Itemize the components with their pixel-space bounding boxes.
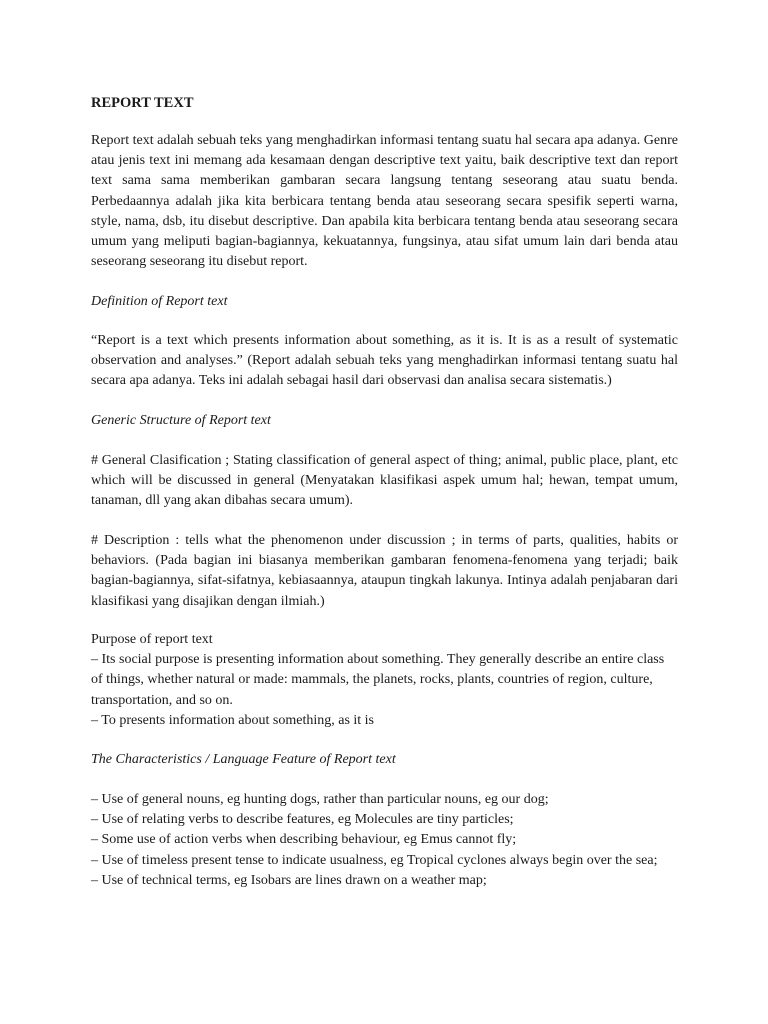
list-item: – Use of general nouns, eg hunting dogs, rather than particular nouns, eg our dog;	[91, 792, 549, 807]
list-item: – Use of technical terms, eg Isobars are lines drawn on a weather map;	[91, 872, 487, 888]
list-item: – Use of timeless present tense to indicate usualness, eg Tropical cyclones always begin over the sea;	[91, 852, 658, 868]
definition-heading: Definition of Report text	[91, 294, 228, 309]
description-paragraph: # Description : tells what the phenomenon under discussion ; in terms of parts, qualities, habits or behaviors. (Pada bagian ini biasanya memberikan gambaran fenomena-fenomena yang terjadi; baik bagian-bagiannya, sifat-sifatnya, kebiasaannya, ataupun tingkah lakunya. Intinya adalah penjabaran dari klasifikasi yang disajikan dengan ilmiah.)	[91, 533, 678, 609]
purpose-heading: Purpose of report text	[91, 632, 213, 647]
document-title: REPORT TEXT	[91, 95, 194, 111]
list-item: – Use of relating verbs to describe features, eg Molecules are tiny particles;	[91, 812, 514, 828]
intro-paragraph: Report text adalah sebuah teks yang menghadirkan informasi tentang suatu hal secara apa adanya. Genre atau jenis text ini memang ada kesamaan dengan descriptive text yaitu, baik descriptive text dan report text sama sama memberikan gambaran secara langsung tentang seseorang atau suatu benda. Perbedaannya adalah jika kita berbicara tentang benda atau seseorang secara spesifik seperti warna, style, nama, dsb, itu disebut descriptive. Dan apabila kita berbicara tentang benda atau seseorang secara umum yang meliputi bagian-bagiannya, kekuatannya, fungsinya, atau sifat umum lain dari benda atau seseorang seseorang itu disebut report.	[91, 133, 678, 270]
purpose-section	[91, 630, 678, 731]
purpose-item: – To presents information about something, as it is	[91, 712, 375, 728]
structure-heading: Generic Structure of Report text	[91, 413, 271, 428]
characteristics-heading: The Characteristics / Language Feature of Report text	[91, 752, 396, 767]
definition-paragraph: “Report is a text which presents information about something, as it is. It is as a result of systematic observation and analyses.” (Report adalah sebuah teks yang menghadirkan informasi tentang suatu hal secara apa adanya. Teks ini adalah sebagai hasil dari observasi dan analisa secara sistematis.)	[91, 333, 678, 389]
list-item: – Some use of action verbs when describing behaviour, eg Emus cannot fly;	[91, 832, 517, 848]
general-classification-paragraph: # General Clasification ; Stating classification of general aspect of thing; animal, public place, plant, etc which will be discussed in general (Menyatakan klasifikasi aspek umum hal; hewan, tempat umum, tanaman, dll yang akan dibahas secara umum).	[91, 453, 678, 509]
characteristics-list	[91, 790, 678, 891]
purpose-item: – Its social purpose is presenting information about something. They generally describe an entire class of things, whether natural or made: mammals, the planets, rocks, plants, countries of region, culture, transportation, and so on.	[91, 652, 665, 708]
